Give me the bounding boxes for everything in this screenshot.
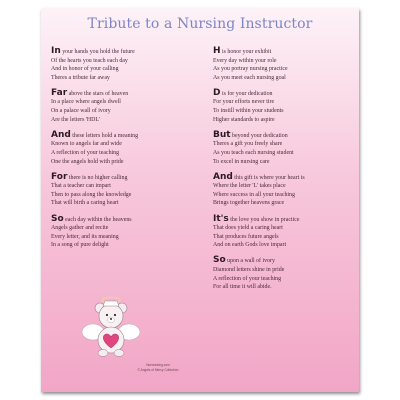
stanza-line: A reflection of your teaching (213, 275, 282, 282)
stanza-first-word: It's (213, 213, 229, 224)
stanza (213, 89, 353, 124)
stanza-first-word: In (51, 46, 61, 56)
stanza-line: In a song of pure delight (51, 242, 109, 249)
stanza-first-line-rest: is honor your exhibit (220, 49, 272, 55)
stanza (213, 256, 353, 291)
stanza-first-line-rest: above the stars of heaven (67, 90, 129, 97)
stanza-first-line-rest: these letters hold a meaning (70, 132, 139, 139)
stanza-line: One the angels hold with pride (51, 158, 124, 165)
stanza-line: As you teach each nursing student (213, 149, 294, 156)
stanza-line: In a place where angels dwell (51, 99, 121, 106)
stanza-first-line-rest: beyond your dedication (230, 132, 288, 139)
stanza-line: A reflection of your teaching (51, 149, 120, 156)
stanza-first-line (51, 47, 199, 57)
stanza-first-line (213, 215, 353, 225)
stanza-first-line (51, 173, 199, 183)
stanza-line: For all time it will abide. (213, 284, 272, 291)
stanza-line: And on earth Gods love impart (213, 242, 287, 249)
stanza-first-line-rest: there is no higher calling (67, 174, 128, 181)
stanza (213, 173, 353, 208)
stanza (213, 47, 353, 82)
stanza-line: Every letter, and its meaning (51, 233, 119, 240)
stanza-first-word: H (213, 46, 221, 56)
stanza-line: Of the hearts you teach each day (51, 57, 128, 64)
stanza-first-line (213, 47, 353, 57)
stanza-line: Every day within your role (213, 57, 277, 64)
stanza-line: As you portray nursing practice (213, 66, 288, 73)
stanza-line: Brings together heavens grace (213, 200, 285, 207)
stanza-line: Known to angels far and wide (51, 141, 122, 148)
stanza-line: Diamond letters shine in pride (213, 266, 285, 273)
stanza-line: To excel in nursing care (213, 158, 270, 165)
stanza-line: Theres a tribute far away (51, 74, 110, 81)
poem-left-column (51, 47, 199, 256)
stanza-first-line-rest: upon a wall of ivory (225, 258, 275, 265)
stanza-first-line-rest: your hands you hold the future (60, 49, 135, 55)
stanza-first-line-rest: is for your dedication (220, 90, 273, 97)
stanza (51, 131, 199, 166)
credit-website: Nurseswing.com (146, 363, 170, 367)
stanza-line: That a teacher can impart (51, 183, 111, 190)
stanza-line: Angels gather and recite (51, 225, 109, 232)
stanza-line: And in honor of your calling (51, 66, 119, 73)
stanza-line: For your efforts never tire (213, 99, 275, 106)
stanza (213, 215, 353, 250)
stanza-line: To instill within your students (213, 108, 284, 115)
poster-title: Tribute to a Nursing Instructor (87, 16, 313, 32)
stanza-line: That will birth a caring heart (51, 200, 119, 207)
stanza-first-word: But (213, 129, 231, 140)
stanza-first-line (51, 89, 199, 99)
stanza-first-word: For (51, 171, 68, 182)
stanza-first-line-rest: each day within the heavens (63, 216, 132, 223)
stanza-first-line (213, 89, 353, 99)
stanza-first-line (51, 131, 199, 141)
stanza-line: Where the letter 'L' takes place (213, 183, 286, 190)
stanza-line: On a palace wall of ivory (51, 108, 111, 115)
stanza-line: Then to pass along the knowledge (51, 191, 132, 198)
stanza-line: Higher standards to aspire (213, 116, 275, 123)
tribute-poster (41, 8, 359, 392)
stanza-line: Theres a gift you freely share (213, 141, 283, 148)
stanza-first-line (213, 131, 353, 141)
stanza-first-word: And (213, 171, 233, 182)
stanza-first-word: So (51, 213, 64, 224)
stanza-first-word: Far (51, 87, 68, 98)
stanza (51, 173, 199, 208)
stanza-line: Where success in all your teaching (213, 191, 295, 198)
stanza-line: That produces future angels (213, 233, 279, 240)
stanza-first-line-rest: the love you show in practice (228, 216, 300, 223)
credit-copyright: © Angels of Mercy Collection (137, 368, 179, 372)
stanza-line: As you meet each nursing goal (213, 74, 286, 81)
stanza-first-line (213, 173, 353, 183)
stanza (51, 47, 199, 82)
stanza-first-word: And (51, 129, 71, 140)
stanza-first-line (51, 215, 199, 225)
stanza (213, 131, 353, 166)
stanza-first-line (213, 256, 353, 266)
stanza-first-line-rest: this gift is where your heart is (232, 174, 305, 181)
stanza-line: Are the letters 'HDL' (51, 116, 101, 123)
stanza-line: That does yield a caring heart (213, 225, 283, 232)
poem-right-column (213, 47, 353, 298)
nurse-bear-angel-icon (81, 296, 141, 358)
stanza-first-word: So (213, 255, 226, 266)
stanza-first-word: D (213, 87, 221, 98)
stanza (51, 89, 199, 124)
stanza (51, 215, 199, 250)
